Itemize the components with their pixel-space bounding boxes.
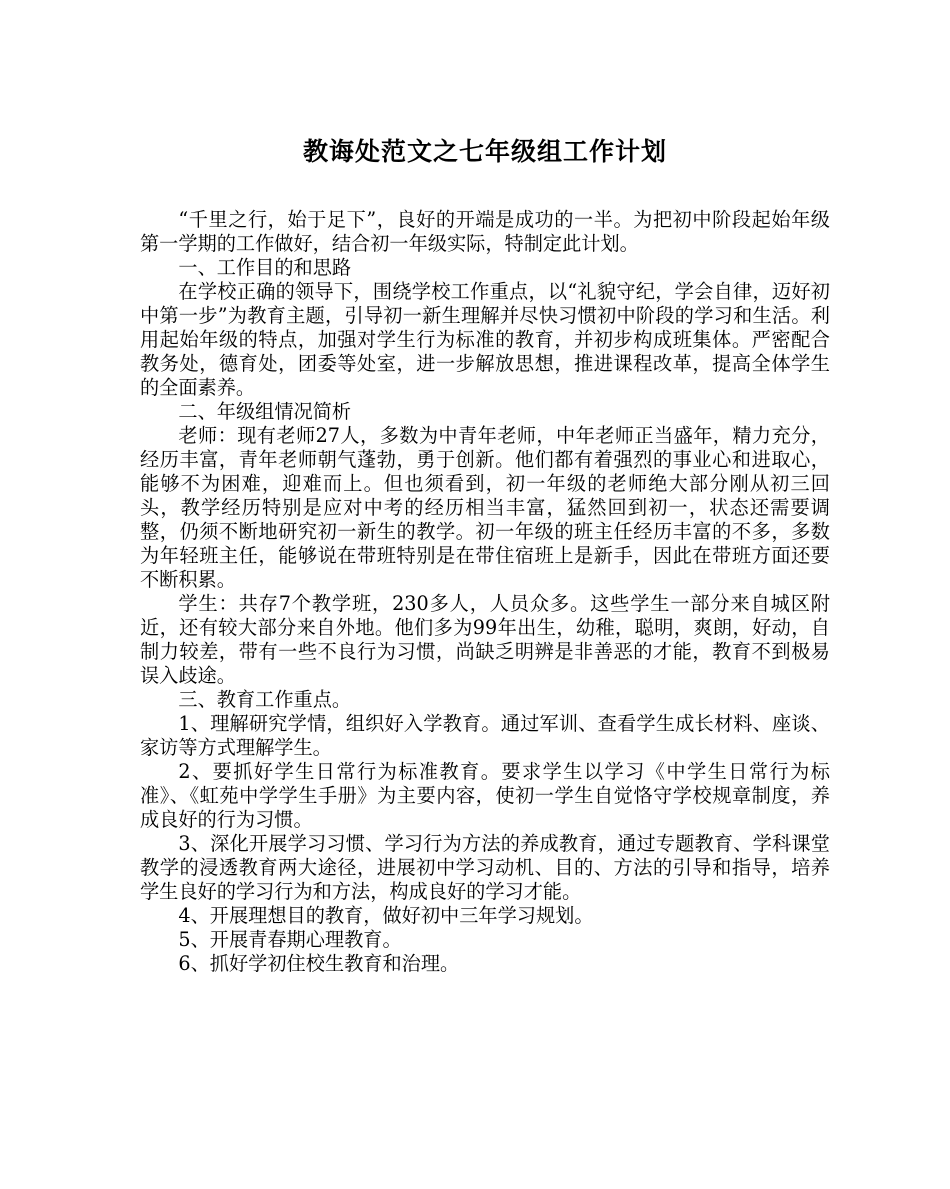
list-item-5: 5、开展青春期心理教育。 xyxy=(178,928,402,951)
teachers-paragraph: 老师：现有老师27人，多数为中青年老师，中年老师正当盛年，精力充分，经历丰富，青年老师朝气蓬勃，勇于创新。他们都有着强烈的事业心和进取心，能够不为困难，迎难而上。但也须看到，初一年级的老师绝大部分刚从初三回头，教学经历特别是应对中考的经历相当丰富，猛然回到初一，状态还需要调整，仍须不断地研究初一新生的教学。初一年级的班主任经历丰富的不多，多数为年轻班主任，能够说在带班特别是在带住宿班上是新手，因此在带班方面还要不断积累。 xyxy=(140,424,830,591)
section-1-paragraph: 在学校正确的领导下，围绕学校工作重点，以“礼貌守纪，学会自律，迈好初中第一步”为教育主题，引导初一新生理解并尽快习惯初中阶段的学习和生活。利用起始年级的特点，加强对学生行为标准的教育，并初步构成班集体。严密配合教务处，德育处，团委等处室，进一步解放思想，推进课程改革，提高全体学生的全面素养。 xyxy=(140,280,830,399)
students-paragraph: 学生：共存7个教学班，230多人，人员众多。这些学生一部分来自城区附近，还有较大部分来自外地。他们多为99年出生，幼稚，聪明，爽朗，好动，自制力较差，带有一些不良行为习惯，尚缺乏明辨是非善恶的才能，教育不到极易误入歧途。 xyxy=(140,592,830,687)
list-item-1: 1、理解研究学情，组织好入学教育。通过军训、查看学生成长材料、座谈、家访等方式理解学生。 xyxy=(140,712,830,759)
list-item-2: 2、要抓好学生日常行为标准教育。要求学生以学习《中学生日常行为标准》、《虹苑中学学生手册》为主要内容，使初一学生自觉恪守学校规章制度，养成良好的行为习惯。 xyxy=(140,760,830,831)
document-body xyxy=(140,208,830,976)
document-title: 教诲处范文之七年级组工作计划 xyxy=(302,137,667,166)
list-item-6: 6、抓好学初住校生教育和治理。 xyxy=(178,952,460,975)
list-item-4: 4、开展理想目的教育，做好初中三年学习规划。 xyxy=(178,904,594,927)
section-heading-1: 一、工作目的和思路 xyxy=(178,256,352,279)
intro-paragraph: “千里之行，始于足下”，良好的开端是成功的一半。为把初中阶段起始年级第一学期的工作做好，结合初一年级实际，特制定此计划。 xyxy=(140,208,830,255)
section-heading-2: 二、年级组情况简析 xyxy=(178,400,352,423)
section-heading-3: 三、教育工作重点。 xyxy=(178,688,352,711)
list-item-3: 3、深化开展学习习惯、学习行为方法的养成教育，通过专题教育、学科课堂教学的浸透教育两大途径，进展初中学习动机、目的、方法的引导和指导，培养学生良好的学习行为和方法，构成良好的学习才能。 xyxy=(140,832,830,903)
